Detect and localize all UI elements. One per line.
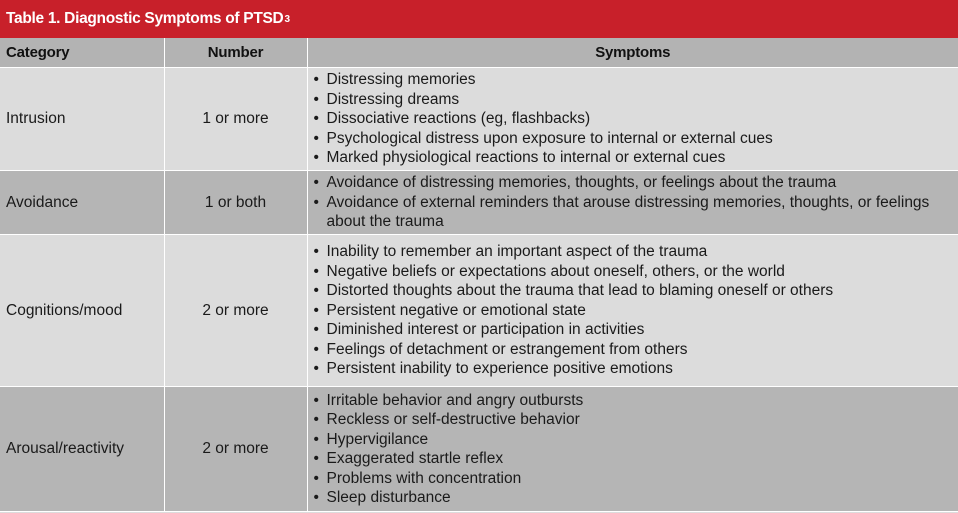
symptom-list xyxy=(314,173,953,232)
number-cell: 1 or more xyxy=(164,68,307,171)
symptom-item: • Distressing memories xyxy=(314,70,953,90)
symptom-item: • Exaggerated startle reflex xyxy=(314,449,953,469)
symptoms-table xyxy=(0,38,958,512)
number-cell: 2 or more xyxy=(164,235,307,387)
symptom-item: • Sleep disturbance xyxy=(314,488,953,508)
symptom-item: • Distressing dreams xyxy=(314,90,953,110)
symptom-item: • Reckless or self-destructive behavior xyxy=(314,410,953,430)
symptoms-cell xyxy=(307,235,958,387)
category-cell: Arousal/reactivity xyxy=(0,387,164,512)
symptom-list xyxy=(314,391,953,508)
symptoms-cell xyxy=(307,68,958,171)
symptom-item: • Persistent negative or emotional state xyxy=(314,301,953,321)
symptom-item: • Inability to remember an important aspect of the trauma xyxy=(314,242,953,262)
symptom-item: • Diminished interest or participation in activities xyxy=(314,320,953,340)
symptom-item: • Marked physiological reactions to internal or external cues xyxy=(314,148,953,168)
number-cell: 2 or more xyxy=(164,387,307,512)
symptom-item: • Avoidance of external reminders that arouse distressing memories, thoughts, or feelings about the trauma xyxy=(314,193,953,232)
symptom-item: • Distorted thoughts about the trauma that lead to blaming oneself or others xyxy=(314,281,953,301)
table-title-reference: 3 xyxy=(284,13,290,25)
symptoms-cell xyxy=(307,387,958,512)
symptom-item: • Dissociative reactions (eg, flashbacks) xyxy=(314,109,953,129)
symptom-item: • Avoidance of distressing memories, thoughts, or feelings about the trauma xyxy=(314,173,953,193)
symptom-item: • Negative beliefs or expectations about oneself, others, or the world xyxy=(314,262,953,282)
category-cell: Avoidance xyxy=(0,171,164,235)
table-row-cognitions-mood xyxy=(0,235,958,387)
header-category: Category xyxy=(0,38,164,68)
symptom-item: • Psychological distress upon exposure to internal or external cues xyxy=(314,129,953,149)
category-cell: Intrusion xyxy=(0,68,164,171)
table-title-bar xyxy=(0,0,958,38)
table-row-intrusion xyxy=(0,68,958,171)
category-cell: Cognitions/mood xyxy=(0,235,164,387)
symptom-item: • Hypervigilance xyxy=(314,430,953,450)
table-row-avoidance xyxy=(0,171,958,235)
table-row-arousal-reactivity xyxy=(0,387,958,512)
header-row xyxy=(0,38,958,68)
number-cell: 1 or both xyxy=(164,171,307,235)
header-symptoms: Symptoms xyxy=(307,38,958,68)
symptoms-cell xyxy=(307,171,958,235)
symptom-item: • Feelings of detachment or estrangement from others xyxy=(314,340,953,360)
symptom-list xyxy=(314,242,953,379)
symptom-list xyxy=(314,70,953,168)
table-body xyxy=(0,68,958,512)
table-title: Table 1. Diagnostic Symptoms of PTSD xyxy=(6,10,284,27)
header-number: Number xyxy=(164,38,307,68)
symptom-item: • Irritable behavior and angry outbursts xyxy=(314,391,953,411)
symptom-item: • Persistent inability to experience positive emotions xyxy=(314,359,953,379)
symptom-item: • Problems with concentration xyxy=(314,469,953,489)
